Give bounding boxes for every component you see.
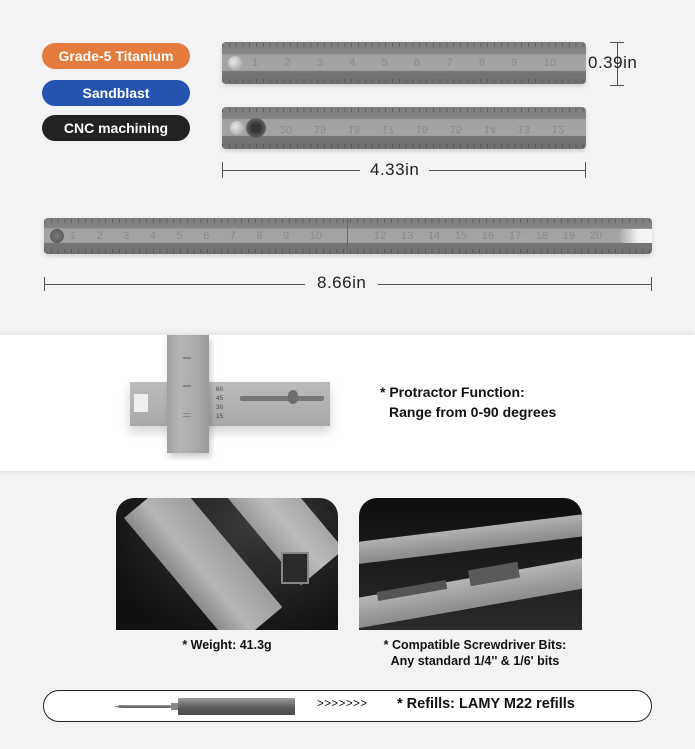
refill-label: * Refills: LAMY M22 refills [397, 696, 575, 712]
half-length-label: 4.33in [360, 160, 429, 180]
badge-cnc: CNC machining [42, 115, 190, 141]
screwdriver-bits-caption: * Compatible Screwdriver Bits: Any standard 1/4'' & 1/6' bits [383, 638, 567, 668]
ruler-second-image [222, 107, 586, 149]
ruler-second-numbers: 20 19 18 17 16 15 14 13 12 [280, 122, 564, 134]
ruler-hole-icon [228, 56, 242, 70]
ruler-long-image [44, 218, 652, 254]
height-dimension-label: 0.39in [588, 53, 638, 72]
protractor-range: Range from 0-90 degrees [389, 404, 557, 420]
protractor-section [0, 335, 695, 471]
weight-caption: * Weight: 41.3g [182, 638, 272, 652]
ruler-top-numbers: 1 2 3 4 5 6 7 8 9 10 [252, 56, 556, 69]
badge-titanium: Grade-5 Titanium [42, 43, 190, 69]
weight-photo [116, 498, 338, 630]
refill-arrows: >>>>>>> [317, 698, 368, 710]
ruler-top-image [222, 42, 586, 84]
protractor-image [130, 382, 330, 426]
bit-holder-icon [246, 118, 266, 138]
protractor-title: * Protractor Function: [380, 384, 525, 400]
full-length-label: 8.66in [305, 273, 378, 293]
ruler-end-notch-icon [618, 229, 652, 243]
refill-section [43, 690, 652, 722]
screwdriver-bits-photo [359, 498, 582, 630]
badge-sandblast: Sandblast [42, 80, 190, 106]
ruler-long-numbers-right: 12 13 14 15 16 17 18 19 20 [374, 229, 602, 242]
ruler-long-numbers-left: 1 2 3 4 5 6 7 8 9 10 [70, 229, 322, 242]
protractor-scale: 60 45 30 15 [216, 386, 224, 420]
refill-image [119, 705, 171, 708]
